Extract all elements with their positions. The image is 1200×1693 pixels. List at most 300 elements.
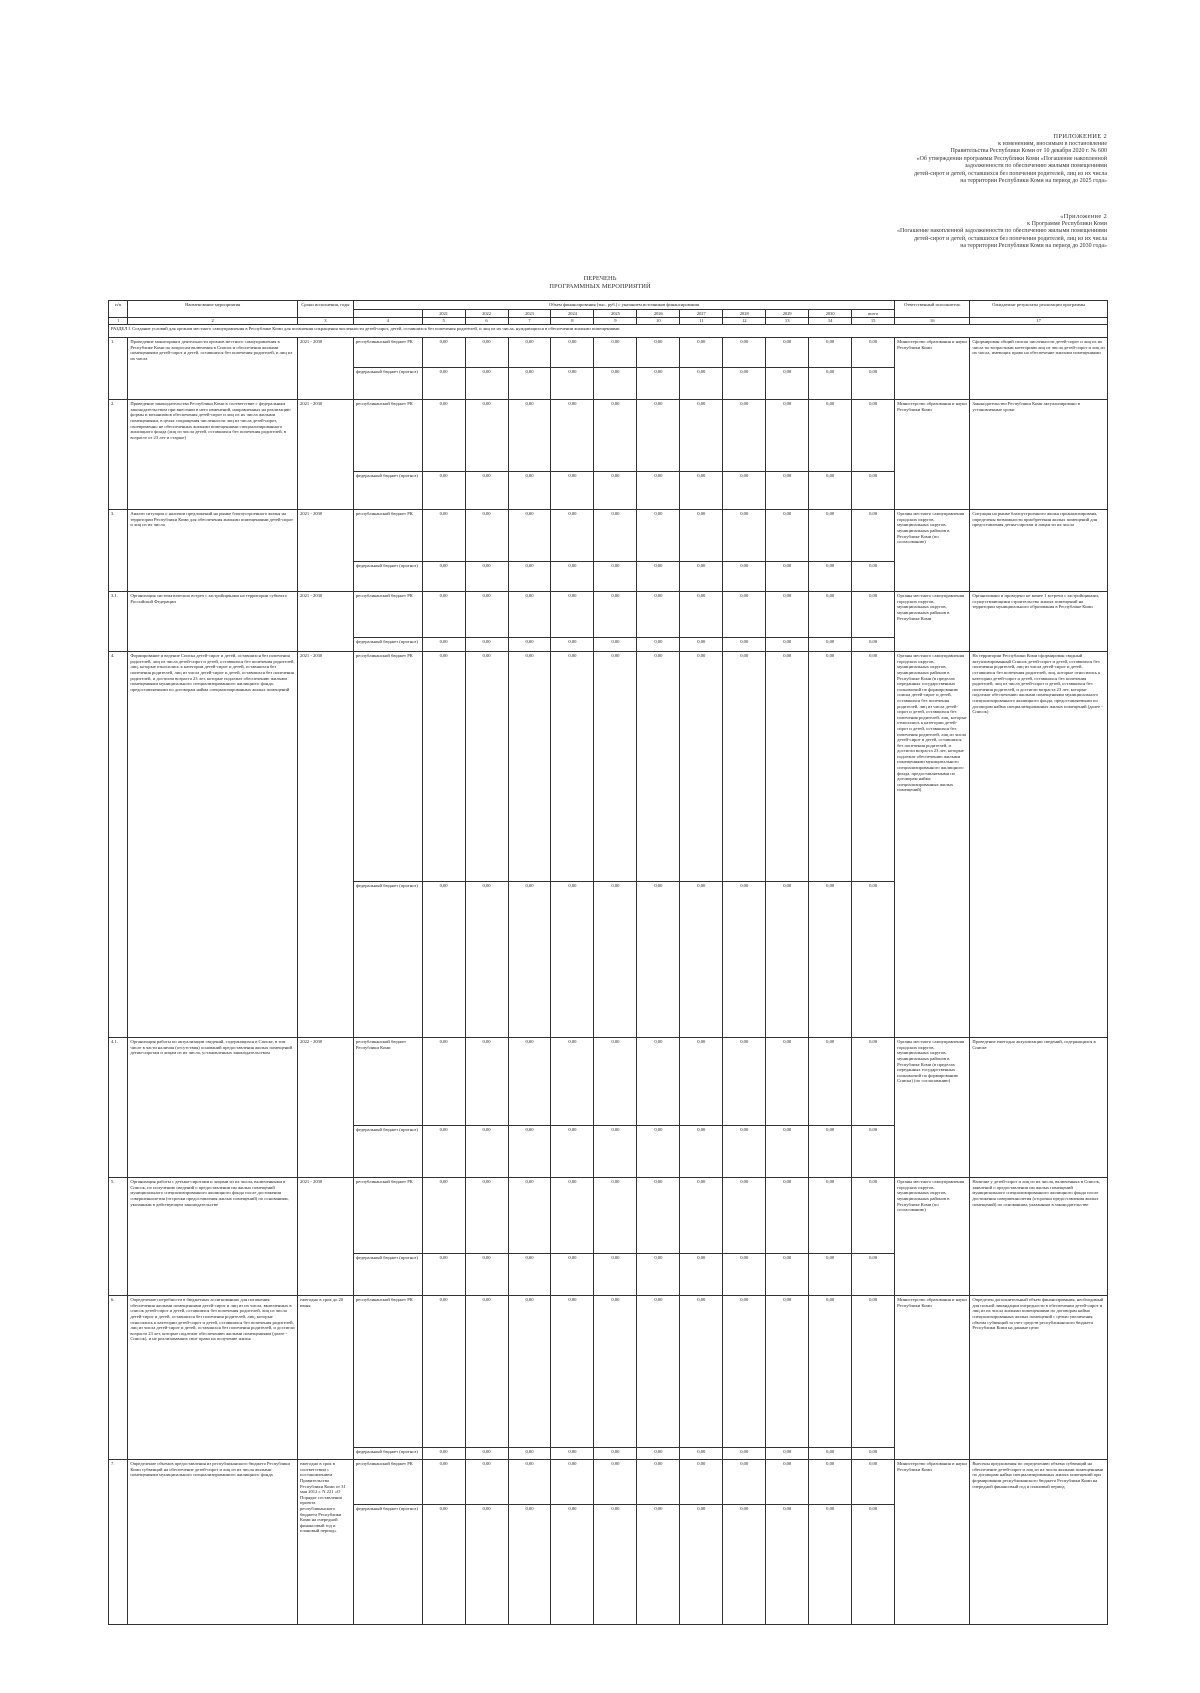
appendix-line: к изменениям, вносимым в постановление [998, 140, 1107, 147]
funding-value: 0,00 [766, 1505, 809, 1625]
funding-value: 0,00 [508, 1126, 551, 1178]
funding-value: 0,00 [852, 1505, 895, 1625]
funding-value: 0,00 [551, 1254, 594, 1296]
title-line-1: ПЕРЕЧЕНЬ [583, 275, 617, 282]
activity-period: 2021 - 2030 [298, 510, 354, 592]
funding-value: 0,00 [465, 1448, 508, 1460]
funding-value: 0,00 [766, 638, 809, 652]
document-title [0, 275, 1200, 291]
activity-period: ежегодно в срок в соответствии с постановлением Правительства Республики Коми от 31 мая 2012 г. N 221 «О Порядке составления проекта республиканского бюджета Республики Коми на очередной финансовый год и плановый период» [298, 1460, 354, 1625]
funding-value: 0,00 [809, 338, 852, 368]
activity-name: Организация работы с детьми-сиротами и лицами из их числа, включенными в Список, по получению сведений о предоставлении им жилых помещений муниципального специализированного жилищного фонда после достижения совершеннолетия (отсрочки предоставления жилых помещений) по основаниям, указанным в действующем законодательстве [128, 1178, 298, 1296]
funding-value: 0,00 [637, 472, 680, 510]
column-index-cell: 15 [852, 318, 895, 325]
funding-value: 0,00 [422, 1296, 465, 1448]
header-financing: Объем финансирования (тыс. руб.) с указанием источников финансирования [353, 301, 894, 310]
column-index-cell: 12 [723, 318, 766, 325]
funding-value: 0,00 [809, 592, 852, 638]
activity-name: Организация работы по актуализации сведений, содержащихся в Списке, в том числе в части наличия (отсутствия) оснований предоставления жилых помещений детям-сиротам и лицам из их числа, установленных законодательством [128, 1038, 298, 1178]
funding-value: 0,00 [594, 1505, 637, 1625]
funding-value: 0,00 [422, 592, 465, 638]
appendix-line: Правительства Республики Коми от 10 декабря 2020 г. № 600 [950, 148, 1107, 154]
funding-value: 0,00 [422, 882, 465, 1038]
funding-value: 0,00 [723, 1126, 766, 1178]
activity-name: Организация систематических встреч с застройщиками на территории субъекта Российской Федерации [128, 592, 298, 652]
funding-value: 0,00 [766, 882, 809, 1038]
funding-source: республиканский бюджет РК [353, 1178, 422, 1254]
funding-value: 0,00 [637, 338, 680, 368]
funding-value: 0,00 [852, 638, 895, 652]
funding-value: 0,00 [766, 1296, 809, 1448]
table-row [109, 1038, 1108, 1126]
column-index-cell: 5 [422, 318, 465, 325]
funding-value: 0,00 [594, 368, 637, 400]
funding-value: 0,00 [508, 368, 551, 400]
funding-value: 0,00 [680, 1038, 723, 1126]
funding-value: 0,00 [508, 1254, 551, 1296]
funding-value: 0,00 [723, 510, 766, 562]
funding-value: 0,00 [551, 638, 594, 652]
funding-value: 0,00 [422, 510, 465, 562]
funding-value: 0,00 [680, 472, 723, 510]
funding-value: 0,00 [465, 882, 508, 1038]
expected-result: Определен дополнительный объем финансирования, необходимый для полной ликвидации очередности в обеспечении детей-сирот и лиц из их числа жилыми помещениями по договорам найма специализированных жилых помещений с целью увеличения объема субвенций за счет средств республиканского бюджета Республики Коми на данные цели [970, 1296, 1108, 1460]
table-row [109, 1178, 1108, 1254]
appendix-title: ПРИЛОЖЕНИЕ 2 [1053, 133, 1107, 140]
column-index-cell: 13 [766, 318, 809, 325]
activity-period: 2021 - 2030 [298, 652, 354, 1038]
funding-value: 0,00 [551, 562, 594, 592]
header-year: 2025 [594, 309, 637, 318]
funding-value: 0,00 [637, 1254, 680, 1296]
funding-value: 0,00 [809, 882, 852, 1038]
funding-value: 0,00 [465, 1505, 508, 1625]
appendix-line: детей-сирот и детей, оставшихся без попечения родителей, лиц из их числа [913, 170, 1107, 177]
appendix-line: «Об утверждении программы Республики Коми «Погашение накопленной [916, 155, 1107, 162]
expected-result: Организовано и проведено не менее 1 встречи с застройщиками, осуществляющими строительство жилых помещений на территории муниципального образования в Республике Коми [970, 592, 1108, 652]
funding-value: 0,00 [594, 638, 637, 652]
funding-value: 0,00 [637, 592, 680, 638]
funding-value: 0,00 [637, 1126, 680, 1178]
funding-value: 0,00 [680, 1126, 723, 1178]
funding-value: 0,00 [422, 1178, 465, 1254]
appendix2-line: на территории Республики Коми на период до 2030 года» [960, 243, 1107, 249]
funding-value: 0,00 [809, 1038, 852, 1126]
funding-value: 0,00 [594, 1448, 637, 1460]
funding-value: 0,00 [508, 510, 551, 562]
funding-value: 0,00 [809, 1296, 852, 1448]
funding-value: 0,00 [680, 1460, 723, 1505]
funding-value: 0,00 [809, 1460, 852, 1505]
column-index-cell: 7 [508, 318, 551, 325]
funding-value: 0,00 [637, 1505, 680, 1625]
appendix2-line: «Погашение накопленной задолженности по обеспечению жилыми помещениями [897, 228, 1107, 234]
activity-period: 2021 - 2030 [298, 592, 354, 652]
funding-value: 0,00 [766, 472, 809, 510]
funding-value: 0,00 [766, 1038, 809, 1126]
funding-value: 0,00 [852, 652, 895, 882]
header-year-total: всего [852, 309, 895, 318]
header-year: 2021 [422, 309, 465, 318]
funding-value: 0,00 [809, 400, 852, 472]
activity-period: 2021 - 2030 [298, 400, 354, 510]
funding-value: 0,00 [852, 1254, 895, 1296]
funding-value: 0,00 [852, 562, 895, 592]
funding-value: 0,00 [465, 1460, 508, 1505]
funding-value: 0,00 [594, 1126, 637, 1178]
funding-value: 0,00 [852, 882, 895, 1038]
header-year: 2026 [637, 309, 680, 318]
funding-value: 0,00 [465, 638, 508, 652]
column-index-cell: 1 [109, 318, 128, 325]
funding-value: 0,00 [551, 882, 594, 1038]
table-body [109, 325, 1108, 1625]
expected-result: На территории Республики Коми сформирован сводный актуализированный Список детей-сирот и детей, оставшихся без попечения родителей, лиц из числа детей-сирот и детей, оставшихся без попечения родителей, лиц, которые относились к категории детей-сирот и детей, оставшихся без попечения родителей, лиц из числа детей-сирот и детей, оставшихся без попечения родителей, и достигли возраста 23 лет, которые подлежат обеспечению жилыми помещениями муниципального специализированного жилищного фонда, предоставляемыми по договорам найма специализированных жилых помещений (далее - Список) [970, 652, 1108, 1038]
header-name: Наименование мероприятия [128, 301, 298, 318]
funding-source: республиканский бюджет РК [353, 652, 422, 882]
activity-number: 5. [109, 1178, 128, 1296]
funding-value: 0,00 [508, 638, 551, 652]
table-row [109, 592, 1108, 638]
column-index-cell: 14 [809, 318, 852, 325]
funding-value: 0,00 [422, 400, 465, 472]
funding-value: 0,00 [809, 472, 852, 510]
funding-value: 0,00 [465, 1296, 508, 1448]
column-index-cell: 11 [680, 318, 723, 325]
column-index-cell: 9 [594, 318, 637, 325]
funding-value: 0,00 [680, 638, 723, 652]
funding-value: 0,00 [551, 368, 594, 400]
funding-value: 0,00 [551, 338, 594, 368]
column-index-cell: 16 [895, 318, 970, 325]
funding-value: 0,00 [852, 592, 895, 638]
funding-value: 0,00 [723, 400, 766, 472]
funding-value: 0,00 [551, 1178, 594, 1254]
appendix2-header [647, 213, 1107, 251]
funding-value: 0,00 [723, 1448, 766, 1460]
funding-value: 0,00 [422, 1448, 465, 1460]
funding-value: 0,00 [465, 368, 508, 400]
funding-value: 0,00 [422, 368, 465, 400]
funding-value: 0,00 [766, 1460, 809, 1505]
table-row [109, 338, 1108, 368]
funding-value: 0,00 [637, 652, 680, 882]
funding-value: 0,00 [637, 510, 680, 562]
funding-value: 0,00 [723, 652, 766, 882]
funding-value: 0,00 [594, 1254, 637, 1296]
funding-value: 0,00 [637, 1178, 680, 1254]
funding-value: 0,00 [508, 1460, 551, 1505]
funding-value: 0,00 [680, 1178, 723, 1254]
funding-source: федеральный бюджет (прогноз) [353, 368, 422, 400]
funding-value: 0,00 [637, 1448, 680, 1460]
funding-value: 0,00 [680, 652, 723, 882]
funding-value: 0,00 [594, 472, 637, 510]
funding-value: 0,00 [852, 1178, 895, 1254]
funding-value: 0,00 [723, 1460, 766, 1505]
funding-value: 0,00 [852, 472, 895, 510]
funding-value: 0,00 [594, 1178, 637, 1254]
funding-source: федеральный бюджет (прогноз) [353, 472, 422, 510]
funding-value: 0,00 [809, 562, 852, 592]
activity-number: 2. [109, 400, 128, 510]
funding-source: федеральный бюджет (прогноз) [353, 1448, 422, 1460]
funding-value: 0,00 [723, 592, 766, 638]
funding-value: 0,00 [680, 338, 723, 368]
funding-value: 0,00 [809, 638, 852, 652]
column-index-cell: 17 [970, 318, 1108, 325]
header-responsible: Ответственный исполнитель [895, 301, 970, 318]
funding-value: 0,00 [680, 1296, 723, 1448]
funding-value: 0,00 [809, 1254, 852, 1296]
funding-value: 0,00 [809, 510, 852, 562]
funding-value: 0,00 [852, 1296, 895, 1448]
table-row [109, 510, 1108, 562]
funding-value: 0,00 [594, 562, 637, 592]
funding-value: 0,00 [422, 1254, 465, 1296]
expected-result: Ситуация на рынке благоустроенного жилья проанализирована, определены возможности приобретения жилых помещений для предоставления детям-сиротам и лицам из их числа [970, 510, 1108, 592]
funding-value: 0,00 [508, 1448, 551, 1460]
funding-source: республиканский бюджет РК [353, 510, 422, 562]
table-row [109, 400, 1108, 472]
header-results: Ожидаемые результаты реализации программы [970, 301, 1108, 318]
funding-value: 0,00 [723, 1296, 766, 1448]
funding-source: республиканский бюджет РК [353, 592, 422, 638]
funding-value: 0,00 [852, 338, 895, 368]
funding-value: 0,00 [594, 400, 637, 472]
responsible-executor: Органы местного самоуправления городских округов, муниципальных округов, муниципальных районов в Республике Коми (по согласованию) [895, 1178, 970, 1296]
funding-value: 0,00 [551, 1296, 594, 1448]
responsible-executor: Министерство образования и науки Республики Коми [895, 1296, 970, 1460]
expected-result: Внесены предложения по определению объема субвенций на обеспечение детей-сирот и лиц из их числа жилыми помещениями по договорам найма специализированных жилых помещений при формировании республиканского бюджета Республики Коми на очередной финансовый год и плановый период [970, 1460, 1108, 1625]
funding-value: 0,00 [809, 368, 852, 400]
funding-value: 0,00 [508, 1178, 551, 1254]
funding-value: 0,00 [723, 1505, 766, 1625]
funding-value: 0,00 [680, 882, 723, 1038]
funding-value: 0,00 [551, 1460, 594, 1505]
activity-period: ежегодно в срок до 20 июня [298, 1296, 354, 1460]
funding-value: 0,00 [551, 592, 594, 638]
funding-value: 0,00 [766, 562, 809, 592]
funding-value: 0,00 [852, 1448, 895, 1460]
funding-value: 0,00 [637, 1038, 680, 1126]
column-index-cell: 8 [551, 318, 594, 325]
funding-value: 0,00 [422, 638, 465, 652]
funding-value: 0,00 [809, 1505, 852, 1625]
funding-value: 0,00 [637, 1296, 680, 1448]
funding-value: 0,00 [852, 368, 895, 400]
funding-value: 0,00 [508, 652, 551, 882]
funding-value: 0,00 [852, 400, 895, 472]
funding-value: 0,00 [723, 472, 766, 510]
activity-period: 2021 - 2030 [298, 338, 354, 400]
funding-value: 0,00 [422, 472, 465, 510]
funding-value: 0,00 [465, 1178, 508, 1254]
funding-value: 0,00 [551, 1505, 594, 1625]
responsible-executor: Органы местного самоуправления городских округов, муниципальных округов, муниципальных районов в Республике Коми [895, 592, 970, 652]
funding-value: 0,00 [465, 510, 508, 562]
table-row [109, 1296, 1108, 1448]
column-index-cell: 3 [298, 318, 354, 325]
funding-value: 0,00 [766, 1126, 809, 1178]
activity-period: 2021 - 2030 [298, 1178, 354, 1296]
funding-value: 0,00 [680, 592, 723, 638]
funding-value: 0,00 [551, 1038, 594, 1126]
funding-value: 0,00 [766, 400, 809, 472]
activity-number: 3.1. [109, 592, 128, 652]
header-period: Сроки исполнения, годы [298, 301, 354, 318]
funding-value: 0,00 [508, 1505, 551, 1625]
funding-value: 0,00 [680, 1254, 723, 1296]
funding-value: 0,00 [637, 368, 680, 400]
appendix-line: задолженности по обеспечению жилыми помещениями [964, 163, 1107, 169]
header-year: 2027 [680, 309, 723, 318]
funding-value: 0,00 [637, 562, 680, 592]
activity-number: 1. [109, 338, 128, 400]
funding-value: 0,00 [508, 592, 551, 638]
funding-value: 0,00 [422, 338, 465, 368]
column-index-cell: 10 [637, 318, 680, 325]
activity-number: 3. [109, 510, 128, 592]
funding-value: 0,00 [723, 882, 766, 1038]
funding-value: 0,00 [465, 652, 508, 882]
funding-value: 0,00 [766, 368, 809, 400]
appendix2-line: к Программе Республики Коми [1027, 220, 1107, 227]
funding-value: 0,00 [809, 1448, 852, 1460]
program-table [108, 300, 1108, 1625]
funding-value: 0,00 [594, 1038, 637, 1126]
funding-value: 0,00 [551, 1126, 594, 1178]
funding-value: 0,00 [809, 1126, 852, 1178]
funding-value: 0,00 [809, 1178, 852, 1254]
table-row [109, 652, 1108, 882]
activity-name: Определение объемов предоставления из республиканского бюджета Республики Коми субвенций на обеспечение детей-сирот и лиц из их числа жилыми помещениями муниципального специализированного жилищного фонда [128, 1460, 298, 1625]
responsible-executor: Органы местного самоуправления городских округов, муниципальных округов, муниципальных районов в Республике Коми (в пределах переданных государственных полномочий по формированию Списка) (по согласованию) [895, 1038, 970, 1178]
responsible-executor: Министерство образования и науки Республики Коми [895, 1460, 970, 1625]
funding-source: республиканский бюджет РК [353, 338, 422, 368]
funding-value: 0,00 [723, 562, 766, 592]
funding-value: 0,00 [852, 1038, 895, 1126]
funding-value: 0,00 [766, 1448, 809, 1460]
funding-source: федеральный бюджет (прогноз) [353, 882, 422, 1038]
funding-value: 0,00 [508, 1038, 551, 1126]
funding-value: 0,00 [508, 400, 551, 472]
funding-value: 0,00 [551, 1448, 594, 1460]
funding-value: 0,00 [594, 882, 637, 1038]
funding-value: 0,00 [422, 652, 465, 882]
funding-value: 0,00 [551, 652, 594, 882]
activity-number: 4. [109, 652, 128, 1038]
activity-number: 7. [109, 1460, 128, 1625]
responsible-executor: Министерство образования и науки Республики Коми [895, 338, 970, 400]
title-line-2: ПРОГРАММНЫХ МЕРОПРИЯТИЙ [549, 283, 651, 290]
activity-name: Проведение мониторинга деятельности органов местного самоуправления в Республике Коми по вопросам включения в Список и обеспечения жилыми помещениями детей-сирот и детей, оставшихся без попечения родителей, и лиц из их числа [128, 338, 298, 400]
activity-name: Определение потребности в бюджетных ассигнованиях для погашения обеспечения жилыми помещениями детей-сирот и лиц из их числа, включенных в список детей-сирот и детей, оставшихся без попечения родителей, лиц из числа детей-сирот и детей, оставшихся без попечения родителей, лиц, которые относились к категории детей-сирот и детей, оставшихся без попечения родителей, лиц из числа детей-сирот и детей, оставшихся без попечения родителей, и достигли возраста 23 лет, которые подлежат обеспечению жилыми помещениями (далее - Список), и не реализовавших свое право на получение жилья [128, 1296, 298, 1460]
funding-value: 0,00 [422, 1460, 465, 1505]
funding-value: 0,00 [422, 562, 465, 592]
funding-value: 0,00 [723, 1038, 766, 1126]
activity-number: 6. [109, 1296, 128, 1460]
activity-number: 4.1. [109, 1038, 128, 1178]
funding-source: республиканский бюджет РК [353, 1296, 422, 1448]
header-year: 2029 [766, 309, 809, 318]
funding-value: 0,00 [723, 638, 766, 652]
funding-source: республиканский бюджет Республики Коми [353, 1038, 422, 1126]
funding-source: республиканский бюджет РК [353, 400, 422, 472]
funding-value: 0,00 [508, 472, 551, 510]
funding-value: 0,00 [422, 1038, 465, 1126]
funding-value: 0,00 [422, 1126, 465, 1178]
funding-value: 0,00 [551, 510, 594, 562]
funding-value: 0,00 [852, 1460, 895, 1505]
column-index-row [109, 318, 1108, 325]
funding-value: 0,00 [637, 882, 680, 1038]
expected-result: Законодательство Республики Коми актуализировано в установленные сроки [970, 400, 1108, 510]
funding-value: 0,00 [594, 1296, 637, 1448]
funding-value: 0,00 [723, 338, 766, 368]
funding-source: федеральный бюджет (прогноз) [353, 562, 422, 592]
funding-value: 0,00 [723, 368, 766, 400]
funding-source: федеральный бюджет (прогноз) [353, 1126, 422, 1178]
appendix-header [647, 133, 1107, 186]
funding-source: федеральный бюджет (прогноз) [353, 1254, 422, 1296]
funding-value: 0,00 [723, 1254, 766, 1296]
funding-value: 0,00 [594, 338, 637, 368]
appendix-line: на территории Республики Коми на период до 2025 года» [960, 178, 1107, 184]
funding-value: 0,00 [465, 338, 508, 368]
funding-value: 0,00 [680, 562, 723, 592]
header-year: 2023 [508, 309, 551, 318]
funding-value: 0,00 [508, 882, 551, 1038]
funding-value: 0,00 [508, 338, 551, 368]
expected-result: Сформирован общий список численности детей-сирот и лиц из их числа по возрастным категориям лиц из числа детей-сирот и лиц из их числа, имеющих право на обеспечение жилыми помещениями [970, 338, 1108, 400]
funding-value: 0,00 [422, 1505, 465, 1625]
funding-value: 0,00 [680, 1448, 723, 1460]
expected-result: Проведение ежегодно актуализации сведений, содержащихся в Списке [970, 1038, 1108, 1178]
appendix2-title: «Приложение 2 [1060, 213, 1107, 220]
funding-value: 0,00 [594, 592, 637, 638]
funding-value: 0,00 [680, 1505, 723, 1625]
funding-value: 0,00 [723, 1178, 766, 1254]
funding-value: 0,00 [766, 652, 809, 882]
expected-result: Наличие у детей-сирот и лиц из их числа, включенных в Список, заявлений о предоставлении им жилых помещений муниципального специализированного жилищного фонда после достижения совершеннолетия (отсрочки предоставления жилых помещений) по основаниям, указанным в законодательстве [970, 1178, 1108, 1296]
funding-value: 0,00 [852, 510, 895, 562]
funding-source: федеральный бюджет (прогноз) [353, 1505, 422, 1625]
funding-value: 0,00 [852, 1126, 895, 1178]
funding-value: 0,00 [637, 1460, 680, 1505]
funding-value: 0,00 [508, 562, 551, 592]
funding-value: 0,00 [766, 338, 809, 368]
funding-value: 0,00 [680, 510, 723, 562]
appendix2-line: детей-сирот и детей, оставшихся без попечения родителей, лиц из их числа [913, 235, 1107, 242]
funding-value: 0,00 [637, 638, 680, 652]
table-row [109, 1460, 1108, 1505]
activity-name: Анализ ситуации о наличии предложений на рынке благоустроенного жилья на территории Республики Коми для обеспечения жилыми помещениями детей-сирот и лиц из их числа [128, 510, 298, 592]
column-index-cell: 4 [353, 318, 422, 325]
activity-period: 2022 - 2030 [298, 1038, 354, 1178]
responsible-executor: Органы местного самоуправления городских округов, муниципальных округов, муниципальных районов в Республике Коми (в пределах переданных государственных полномочий по формированию списка детей-сирот и детей, оставшихся без попечения родителей, лиц из числа детей-сирот и детей, оставшихся без попечения родителей, лиц, которые относились к категории детей-сирот и детей, оставшихся без попечения родителей, лиц из числа детей-сирот и детей, оставшихся без попечения родителей, и достигли возраста 23 лет, которые подлежат обеспечению жилыми помещениями муниципального специализированного жилищного фонда, предоставляемыми по договорам найма специализированных жилых помещений) [895, 652, 970, 1038]
funding-value: 0,00 [465, 1038, 508, 1126]
section-title: РАЗДЕЛ I. Создание условий для органов местного самоуправления в Республике Коми для погашения сокращения численности детей-сирот, детей, оставшихся без попечения родителей, и лиц из их числа, нуждающихся в обеспечении жилыми помещениями [109, 325, 1108, 338]
column-index-cell: 2 [128, 318, 298, 325]
header-source-blank [353, 309, 422, 318]
funding-value: 0,00 [465, 562, 508, 592]
funding-value: 0,00 [551, 472, 594, 510]
header-year: 2022 [465, 309, 508, 318]
funding-value: 0,00 [551, 400, 594, 472]
funding-value: 0,00 [766, 1254, 809, 1296]
funding-value: 0,00 [594, 1460, 637, 1505]
